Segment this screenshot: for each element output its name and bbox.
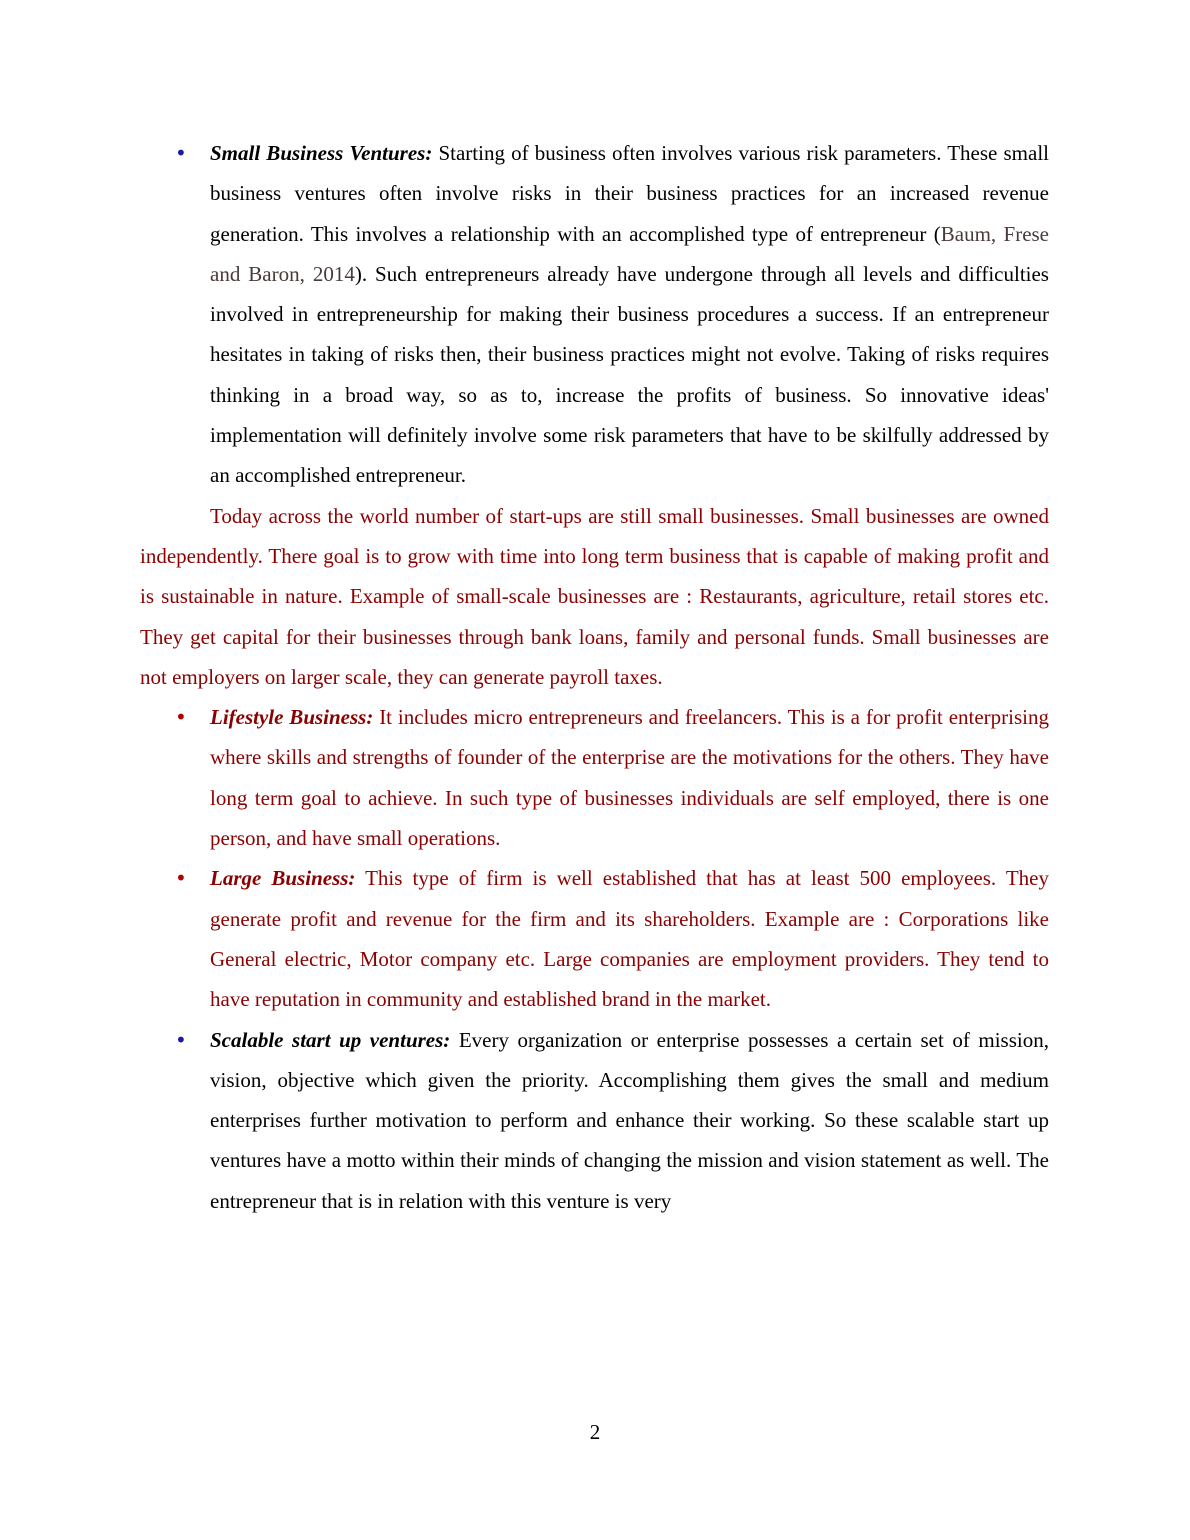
citation: Baum, Frese and Baron, 2014 [210, 221, 1050, 286]
page-number: 2 [589, 1420, 601, 1444]
bullet-text: This type of firm is well established that has at least 500 employees. They generate profit and revenue for the firm and its shareholders. Example are : Corporations like General electric, Motor company etc. Large companies are employment providers. They tend to have reputation in community and established brand in the market. [210, 866, 1049, 1012]
bullet-icon: • [175, 141, 187, 165]
bullet-heading: Lifestyle Business: [210, 705, 374, 730]
bullet-heading: Small Business Ventures: [210, 141, 433, 165]
bullet-lifestyle-business [140, 697, 1049, 858]
bullet-text: Starting of business often involves various risk parameters. These small business ventures often involve risks in their business practices for an increased revenue generation. This involves a relationship with an accomplished type of entrepreneur ( [210, 141, 1049, 246]
bullet-scalable-startup-ventures [140, 1020, 1049, 1221]
paragraph-small-businesses: Today across the world number of start-ups are still small businesses. Small businesses are owned independently. There goal is to grow with time into long term business that is capable of making profit and is sustainable in nature. Example of small-scale businesses are : Restaurants, agriculture, retail stores etc. They get capital for their businesses through bank loans, family and personal funds. Small businesses are not employers on larger scale, they can generate payroll taxes. [140, 503, 1049, 689]
bullet-icon: • [175, 705, 187, 730]
bullet-small-business-ventures [140, 133, 1049, 496]
bullet-text: Every organization or enterprise possesses a certain set of mission, vision, objective which given the priority. Accomplishing them gives the small and medium enterprises further motivation to perform and enhance their working. So these scalable start up ventures have a motto within their minds of changing the mission and vision statement as well. The entrepreneur that is in relation with this venture is very [210, 1027, 1049, 1213]
bullet-heading: Large Business: [210, 866, 356, 891]
bullet-text-continued: ). Such entrepreneurs already have undergone through all levels and difficulties involved in entrepreneurship for making their business procedures a success. If an entrepreneur hesitates in taking of risks then, their business practices might not evolve. Taking of risks requires thinking in a broad way, so as to, increase the profits of business. So innovative ideas' implementation will definitely involve some risk parameters that have to be skilfully addressed by an accomplished entrepreneur. [210, 261, 1049, 488]
bullet-large-business [140, 858, 1049, 1019]
page-content [140, 133, 1049, 1221]
bullet-heading: Scalable start up ventures: [210, 1027, 451, 1052]
bullet-icon: • [175, 1027, 187, 1052]
bullet-icon: • [175, 866, 187, 891]
bullet-text: It includes micro entrepreneurs and freelancers. This is a for profit enterprising where skills and strengths of founder of the enterprise are the motivations for the others. They have long term goal to achieve. In such type of businesses individuals are self employed, there is one person, and have small operations. [210, 705, 1049, 851]
